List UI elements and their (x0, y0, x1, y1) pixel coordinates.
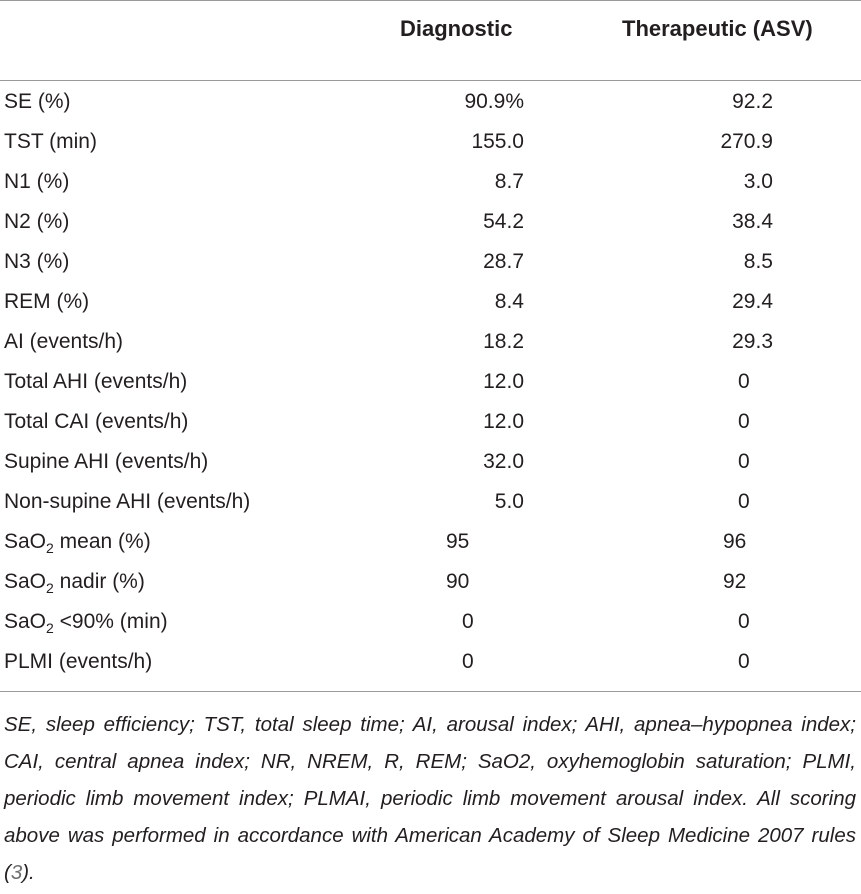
row-label: PLMI (events/h) (4, 650, 153, 673)
diagnostic-value: 5.0 (494, 490, 524, 513)
table-row (0, 406, 861, 446)
diagnostic-value: 90 (446, 570, 470, 593)
row-label-suffix: <90% (min) (53, 610, 168, 633)
diagnostic-value: 32.0 (483, 450, 524, 473)
table-row (0, 646, 861, 686)
therapeutic-value: 29.4 (732, 290, 773, 313)
table-row (0, 286, 861, 326)
diagnostic-value: 90.9% (464, 90, 524, 113)
table-row (0, 166, 861, 206)
diagnostic-value: 0 (462, 610, 474, 633)
row-label (4, 526, 151, 558)
row-label-suffix: mean (%) (53, 530, 151, 553)
table-row (0, 486, 861, 526)
therapeutic-value: 8.5 (743, 250, 773, 273)
row-label-prefix: SaO (4, 530, 47, 553)
diagnostic-value: 155.0 (471, 130, 524, 153)
diagnostic-value: 95 (446, 530, 470, 553)
therapeutic-value: 0 (738, 610, 750, 633)
table-row (0, 206, 861, 246)
row-label (4, 606, 168, 638)
therapeutic-value: 3.0 (743, 170, 773, 193)
diagnostic-value: 18.2 (483, 330, 524, 353)
header-therapeutic: Therapeutic (ASV) (622, 16, 813, 41)
row-label: AI (events/h) (4, 330, 124, 353)
diagnostic-value: 0 (462, 650, 474, 673)
table-footnote (4, 706, 856, 891)
row-label: N2 (%) (4, 210, 70, 233)
row-label-subscript: 2 (46, 620, 54, 636)
therapeutic-value: 0 (738, 450, 750, 473)
therapeutic-value: 92 (723, 570, 747, 593)
row-label: Non-supine AHI (events/h) (4, 490, 251, 513)
diagnostic-value: 28.7 (483, 250, 524, 273)
diagnostic-value: 12.0 (483, 410, 524, 433)
therapeutic-value: 0 (738, 650, 750, 673)
footnote-text: SE, sleep efficiency; TST, total sleep time; AI, arousal index; AHI, apnea–hypopnea index; CAI, central apnea index; NR, NREM, R, REM; SaO2, oxyhemoglobin saturation; PLMI, periodic limb movement index; PLMAI, periodic limb movement arousal index. All scoring above was performed in accordance with American Academy of Sleep Medicine 2007 rules ( (4, 713, 856, 884)
therapeutic-value: 0 (738, 410, 750, 433)
table-row (0, 366, 861, 406)
header-rule (0, 80, 861, 81)
diagnostic-value: 8.7 (494, 170, 524, 193)
row-label: REM (%) (4, 290, 90, 313)
top-rule (0, 0, 861, 1)
row-label: Supine AHI (events/h) (4, 450, 209, 473)
row-label: N3 (%) (4, 250, 70, 273)
row-label (4, 566, 145, 598)
table-row (0, 326, 861, 366)
table-row (0, 606, 861, 646)
row-label: N1 (%) (4, 170, 70, 193)
therapeutic-value: 38.4 (732, 210, 773, 233)
therapeutic-value: 270.9 (720, 130, 773, 153)
table-row (0, 86, 861, 126)
table-row (0, 446, 861, 486)
row-label: TST (min) (4, 130, 97, 153)
footnote-end: ). (22, 861, 35, 884)
therapeutic-value: 92.2 (732, 90, 773, 113)
therapeutic-value: 96 (723, 530, 747, 553)
therapeutic-value: 0 (738, 490, 750, 513)
row-label-prefix: SaO (4, 610, 47, 633)
diagnostic-value: 12.0 (483, 370, 524, 393)
table-row (0, 566, 861, 606)
row-label: SE (%) (4, 90, 71, 113)
row-label-subscript: 2 (46, 580, 54, 596)
diagnostic-value: 8.4 (494, 290, 524, 313)
therapeutic-value: 29.3 (732, 330, 773, 353)
table-header (0, 16, 861, 52)
row-label-prefix: SaO (4, 570, 47, 593)
table-row (0, 526, 861, 566)
row-label-suffix: nadir (%) (53, 570, 145, 593)
row-label: Total CAI (events/h) (4, 410, 189, 433)
footer-rule (0, 691, 861, 692)
reference-link[interactable]: 3 (10, 861, 23, 884)
table-row (0, 246, 861, 286)
row-label-subscript: 2 (46, 540, 54, 556)
table-body (0, 86, 861, 686)
header-diagnostic: Diagnostic (400, 16, 513, 41)
row-label: Total AHI (events/h) (4, 370, 188, 393)
therapeutic-value: 0 (738, 370, 750, 393)
table-row (0, 126, 861, 166)
diagnostic-value: 54.2 (483, 210, 524, 233)
